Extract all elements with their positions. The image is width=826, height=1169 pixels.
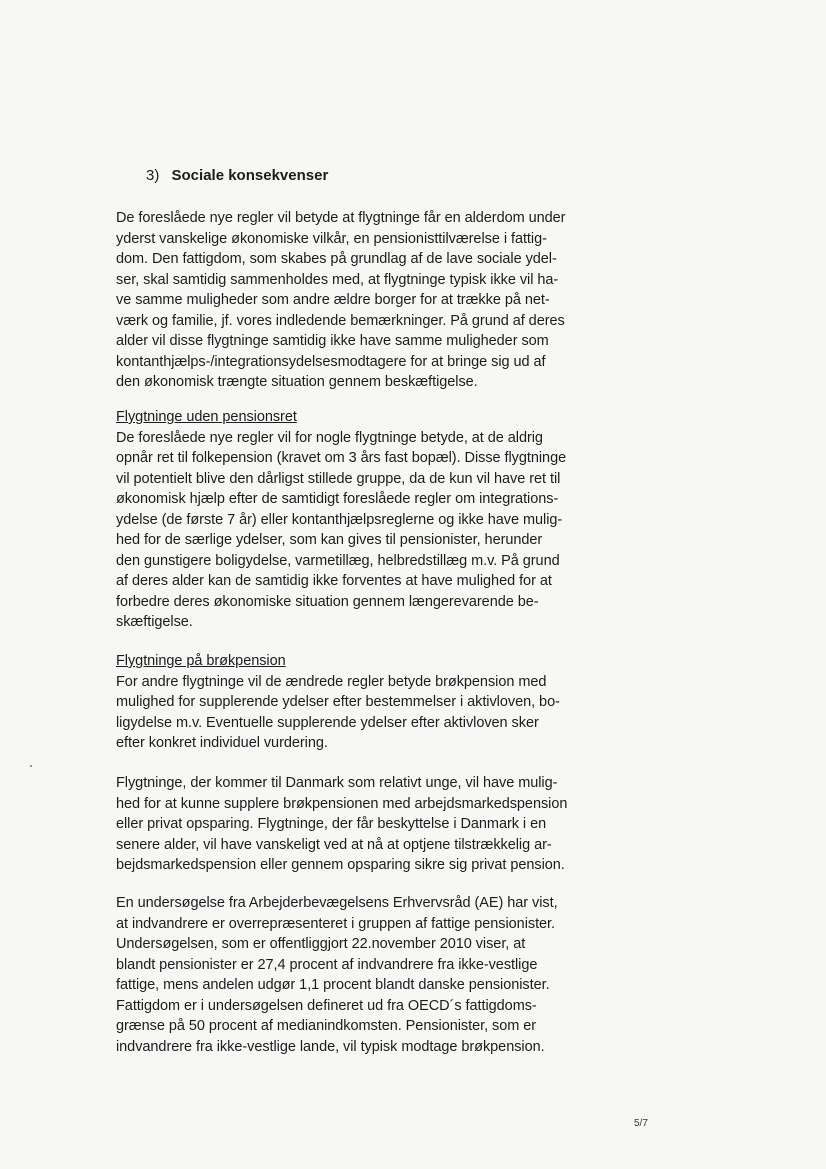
text-line: eller privat opsparing. Flygtninge, der får beskyttelse i Danmark i en (116, 816, 547, 832)
text-line: forbedre deres økonomiske situation gennem længerevarende be- (116, 593, 539, 610)
text-line: Fattigdom er i undersøgelsen defineret ud fra OECD´s fattigdoms- (116, 997, 537, 1014)
text-line: værk og familie, jf. vores indledende bemærkninger. På grund af deres (116, 312, 565, 329)
paragraph-fractional-pension (116, 651, 560, 754)
text-line: yderst vanskelige økonomiske vilkår, en pensionisttilværelse i fattig- (116, 230, 547, 247)
text-line: opnår ret til folkepension (kravet om 3 års fast bopæl). Disse flygtninge (116, 450, 567, 466)
paragraph-young-refugees (116, 773, 567, 876)
text-line: De foreslåede nye regler vil betyde at flygtninge får en alderdom under (116, 210, 566, 226)
page-number: 5/7 (634, 1118, 648, 1129)
paragraph-ae-study (116, 893, 558, 1057)
text-line: skæftigelse. (116, 614, 193, 630)
text-line: hed for at kunne supplere brøkpensionen med arbejdsmarkedspension (116, 795, 568, 812)
text-line: at indvandrere er overrepræsenteret i gruppen af fattige pensionister. (116, 915, 556, 932)
section-title: Sociale konsekvenser (171, 167, 329, 184)
text-line: senere alder, vil have vanskeligt ved at nå at optjene tilstrækkelig ar- (116, 836, 552, 853)
section-number: 3) (146, 167, 160, 184)
text-line: mulighed for supplerende ydelser efter bestemmelser i aktivloven, bo- (116, 694, 560, 710)
text-line: De foreslåede nye regler vil for nogle flygtninge betyde, at de aldrig (116, 429, 543, 446)
paragraph-consequences (116, 208, 565, 393)
text-line: ser, skal samtidig sammenholdes med, at flygtninge typisk ikke vil ha- (116, 271, 559, 288)
text-line: ydelse (de første 7 år) eller kontanthjælpsreglerne og ikke have mulig- (116, 511, 563, 528)
text-line: Flygtninge, der kommer til Danmark som relativt unge, vil have mulig- (116, 775, 558, 791)
text-line: ve samme muligheder som andre ældre borger for at trække på net- (116, 292, 550, 308)
text-line: økonomisk hjælp efter de samtidigt foreslåede regler om integrations- (116, 491, 559, 507)
text-line: En undersøgelse fra Arbejderbevægelsens Erhvervsråd (AE) har vist, (116, 895, 558, 911)
subheading-no-pension-right: Flygtninge uden pensionsret (116, 409, 297, 425)
text-line: alder vil disse flygtninge samtidig ikke have samme muligheder som (116, 333, 549, 349)
text-line: kontanthjælps-/integrationsydelsesmodtagere for at bringe sig ud af (116, 353, 546, 370)
text-line: For andre flygtninge vil de ændrede regler betyde brøkpension med (116, 673, 547, 690)
text-line: efter konkret individuel vurdering. (116, 735, 328, 751)
paragraph-no-pension-right (116, 407, 566, 633)
text-line: af deres alder kan de samtidig ikke forventes at have mulighed for at (116, 573, 552, 589)
text-line: bejdsmarkedspension eller gennem opsparing sikre sig privat pension. (116, 857, 565, 873)
text-line: indvandrere fra ikke-vestlige lande, vil typisk modtage brøkpension. (116, 1038, 545, 1055)
section-heading (146, 166, 328, 186)
text-line: den økonomisk trængte situation gennem beskæftigelse. (116, 374, 478, 390)
text-line: hed for de særlige ydelser, som kan gives til pensionister, herunder (116, 532, 543, 548)
scan-speck (30, 765, 32, 767)
text-line: Undersøgelsen, som er offentliggjort 22.november 2010 viser, at (116, 936, 526, 952)
text-line: blandt pensionister er 27,4 procent af indvandrere fra ikke-vestlige (116, 956, 538, 973)
text-line: dom. Den fattigdom, som skabes på grundlag af de lave sociale ydel- (116, 251, 557, 267)
text-line: vil potentielt blive den dårligst stillede gruppe, da de kun vil have ret til (116, 470, 561, 487)
text-line: ligydelse m.v. Eventuelle supplerende ydelser efter aktivloven sker (116, 714, 539, 731)
text-line: den gunstigere boligydelse, varmetillæg, helbredstillæg m.v. På grund (116, 552, 560, 569)
text-line: grænse på 50 procent af medianindkomsten. Pensionister, som er (116, 1018, 537, 1034)
subheading-fractional-pension: Flygtninge på brøkpension (116, 653, 286, 669)
text-line: fattige, mens andelen udgør 1,1 procent blandt danske pensionister. (116, 977, 550, 993)
